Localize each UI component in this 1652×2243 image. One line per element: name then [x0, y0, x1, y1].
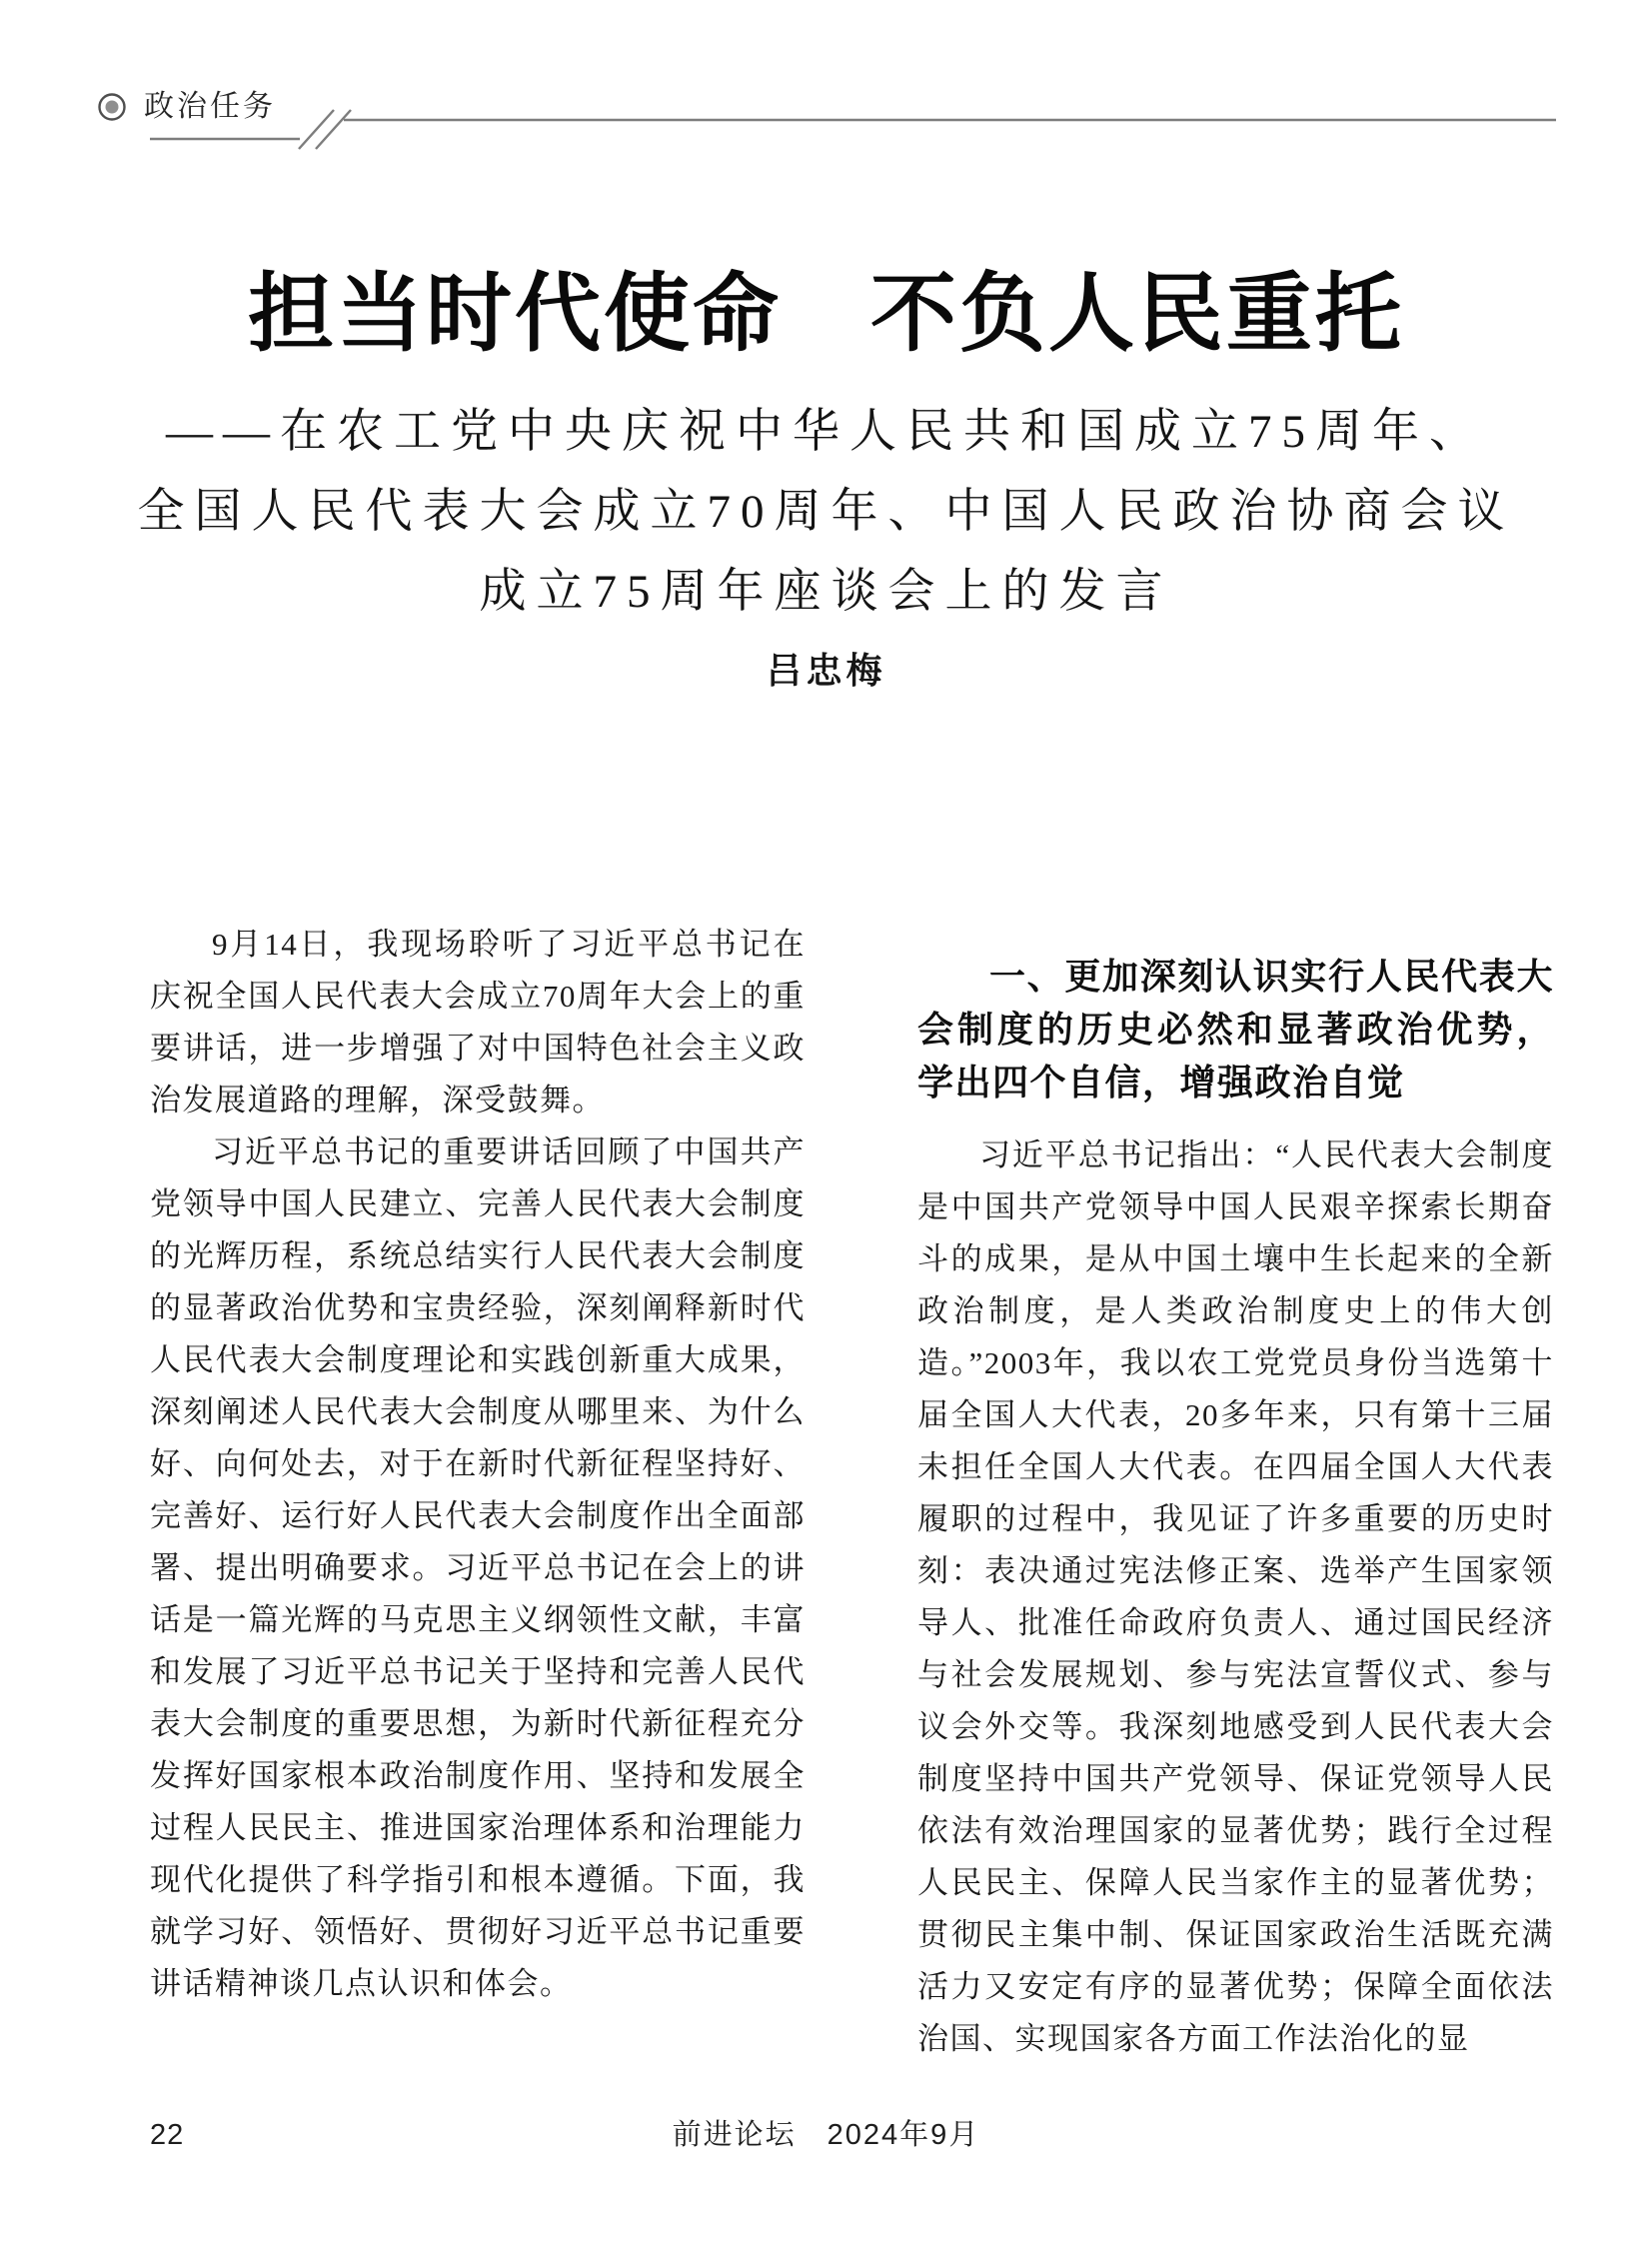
article-subtitle	[0, 392, 1652, 632]
header-rule	[0, 0, 1652, 170]
body-columns	[150, 919, 1554, 2065]
journal-name-date: 前进论坛 2024年9月	[672, 2119, 980, 2151]
body-paragraph: 习近平总书记指出：“人民代表大会制度是中国共产党领导中国人民艰辛探索长期奋斗的成果，是从中国土壤中生长起来的全新政治制度，是人类政治制度史上的伟大创造。”2003年，我以农工党党员身份当选第十届全国人大代表，20多年来，只有第十三届未担任全国人大代表。在四届全国人大代表履职的过程中，我见证了许多重要的历史时刻：表决通过宪法修正案、选举产生国家领导人、批准任命政府负责人、通过国民经济与社会发展规划、参与宪法宣誓仪式、参与议会外交等。我深刻地感受到人民代表大会制度坚持中国共产党领导、保证党领导人民依法有效治理国家的显著优势；践行全过程人民民主、保障人民当家作主的显著优势；贯彻民主集中制、保证国家政治生活既充满活力又安定有序的显著优势；保障全面依法治国、实现国家各方面工作法治化的显	[917, 1137, 1554, 2056]
body-paragraph: 9月14日，我现场聆听了习近平总书记在庆祝全国人民代表大会成立70周年大会上的重要讲话，进一步增强了对中国特色社会主义政治发展道路的理解，深受鼓舞。	[150, 927, 806, 1118]
section-header	[96, 91, 276, 123]
subtitle-line: ——在农工党中央庆祝中华人民共和国成立75周年、	[166, 406, 1486, 458]
bullseye-icon	[96, 91, 128, 123]
left-column	[150, 919, 806, 2065]
subtitle-line: 成立75周年座谈会上的发言	[479, 566, 1173, 618]
right-column	[917, 919, 1554, 2065]
section-label: 政治任务	[144, 90, 276, 123]
author-name: 吕忠梅	[766, 650, 886, 691]
section-heading: 一、更加深刻认识实行人民代表大会制度的历史必然和显著政治优势，学出四个自信，增强政治自觉	[917, 956, 1554, 1103]
page-number: 22	[150, 2119, 185, 2151]
page-footer	[150, 2115, 1502, 2155]
subtitle-line: 全国人民代表大会成立70周年、中国人民政治协商会议	[137, 486, 1515, 538]
article-title: 担当时代使命 不负人民重托	[248, 266, 1404, 362]
body-paragraph: 习近平总书记的重要讲话回顾了中国共产党领导中国人民建立、完善人民代表大会制度的光辉历程，系统总结实行人民代表大会制度的显著政治优势和宝贵经验，深刻阐释新时代人民代表大会制度理论和实践创新重大成果，深刻阐述人民代表大会制度从哪里来、为什么好、向何处去，对于在新时代新征程坚持好、完善好、运行好人民代表大会制度作出全面部署、提出明确要求。习近平总书记在会上的讲话是一篇光辉的马克思主义纲领性文献，丰富和发展了习近平总书记关于坚持和完善人民代表大会制度的重要思想，为新时代新征程充分发挥好国家根本政治制度作用、坚持和发展全过程人民民主、推进国家治理体系和治理能力现代化提供了科学指引和根本遵循。下面，我就学习好、领悟好、贯彻好习近平总书记重要讲话精神谈几点认识和体会。	[150, 1134, 806, 2001]
